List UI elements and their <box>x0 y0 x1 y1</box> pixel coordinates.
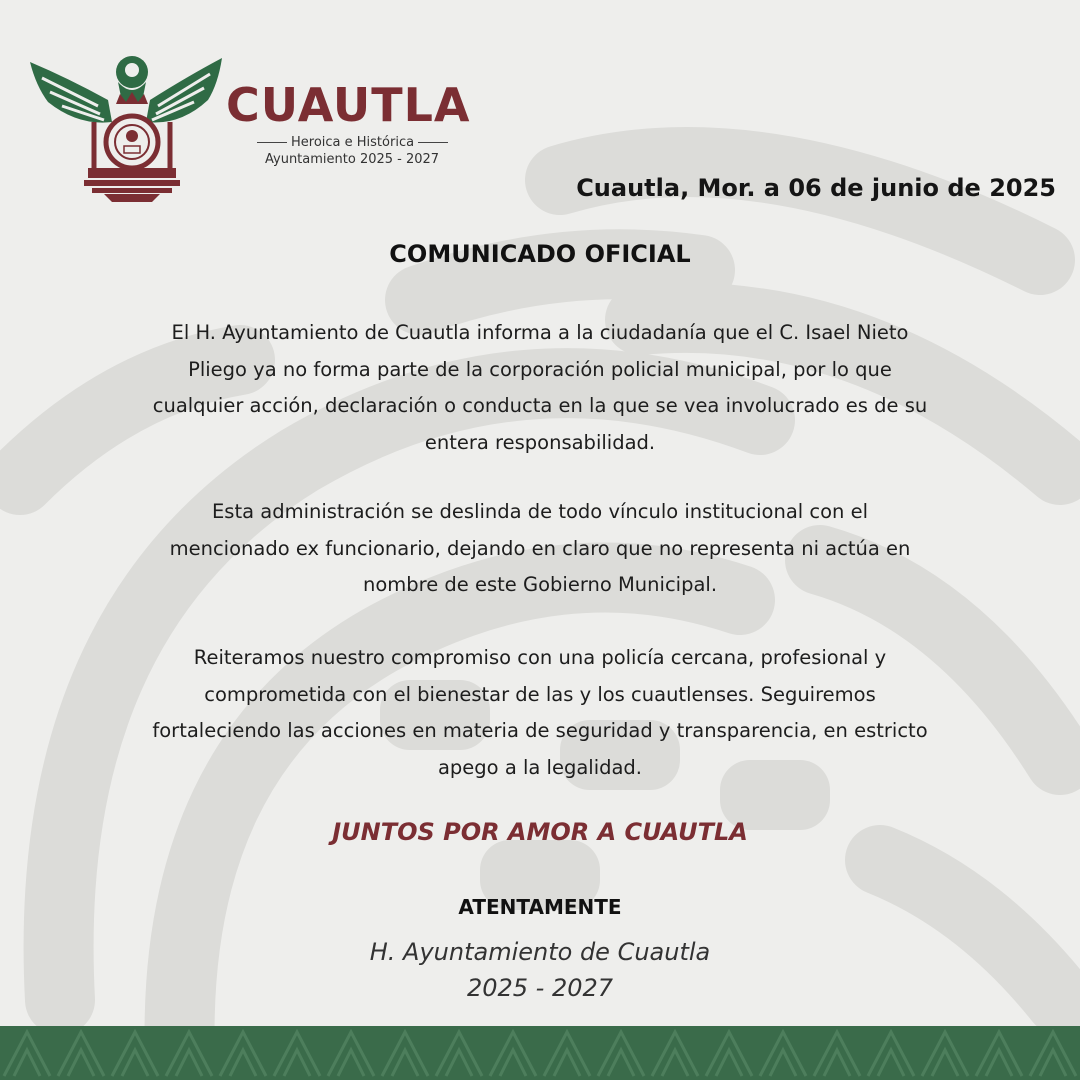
closing-salutation: ATENTAMENTE <box>458 895 622 919</box>
paragraph-line: mencionado ex funcionario, dejando en claro que no representa ni actúa en <box>169 536 911 560</box>
paragraph-line: cualquier acción, declaración o conducta en la que se vea involucrado es de su <box>152 394 928 417</box>
tagline-rule-left <box>257 142 287 143</box>
slogan: JUNTOS POR AMOR A CUAUTLA <box>332 818 748 846</box>
paragraph-line: El H. Ayuntamiento de Cuautla informa a la ciudadanía que el C. Isael Nieto <box>171 321 909 344</box>
paragraph-line: entera responsabilidad. <box>424 430 656 454</box>
paragraph-line: Esta administración se deslinda de todo vínculo institucional con el <box>211 500 869 523</box>
tagline-text: Heroica e Histórica <box>291 135 415 150</box>
paragraph-1 <box>70 315 1010 461</box>
paragraph-line: nombre de este Gobierno Municipal. <box>362 573 718 596</box>
paragraph-line: Reiteramos nuestro compromiso con una policía cercana, profesional y <box>193 646 887 669</box>
tagline-rule-right <box>418 142 448 143</box>
paragraph-line: apego a la legalidad. <box>437 755 643 779</box>
paragraph-3 <box>70 640 1010 786</box>
eagle-locomotive-emblem-icon <box>28 48 228 208</box>
paragraph-line: Pliego ya no forma parte de la corporación policial municipal, por lo que <box>188 357 892 381</box>
paragraph-line: comprometida con el bienestar de las y los cuautlenses. Seguiremos <box>204 682 876 706</box>
paragraph-2 <box>70 494 1010 604</box>
date-line: Cuautla, Mor. a 06 de junio de 2025 <box>576 174 1056 202</box>
administration-period: Ayuntamiento 2025 - 2027 <box>265 152 440 167</box>
brand-name: CUAUTLA <box>226 78 471 132</box>
footer-band <box>0 1026 1080 1080</box>
municipal-logo <box>28 48 498 208</box>
document-title: COMUNICADO OFICIAL <box>389 240 691 268</box>
signature-period: 2025 - 2027 <box>466 974 614 1002</box>
paragraph-line: fortaleciendo las acciones en materia de seguridad y transparencia, en estricto <box>152 719 928 742</box>
greca-pattern-icon <box>0 1026 1080 1080</box>
brand-tagline <box>253 135 433 150</box>
signature-institution: H. Ayuntamiento de Cuautla <box>369 938 711 966</box>
